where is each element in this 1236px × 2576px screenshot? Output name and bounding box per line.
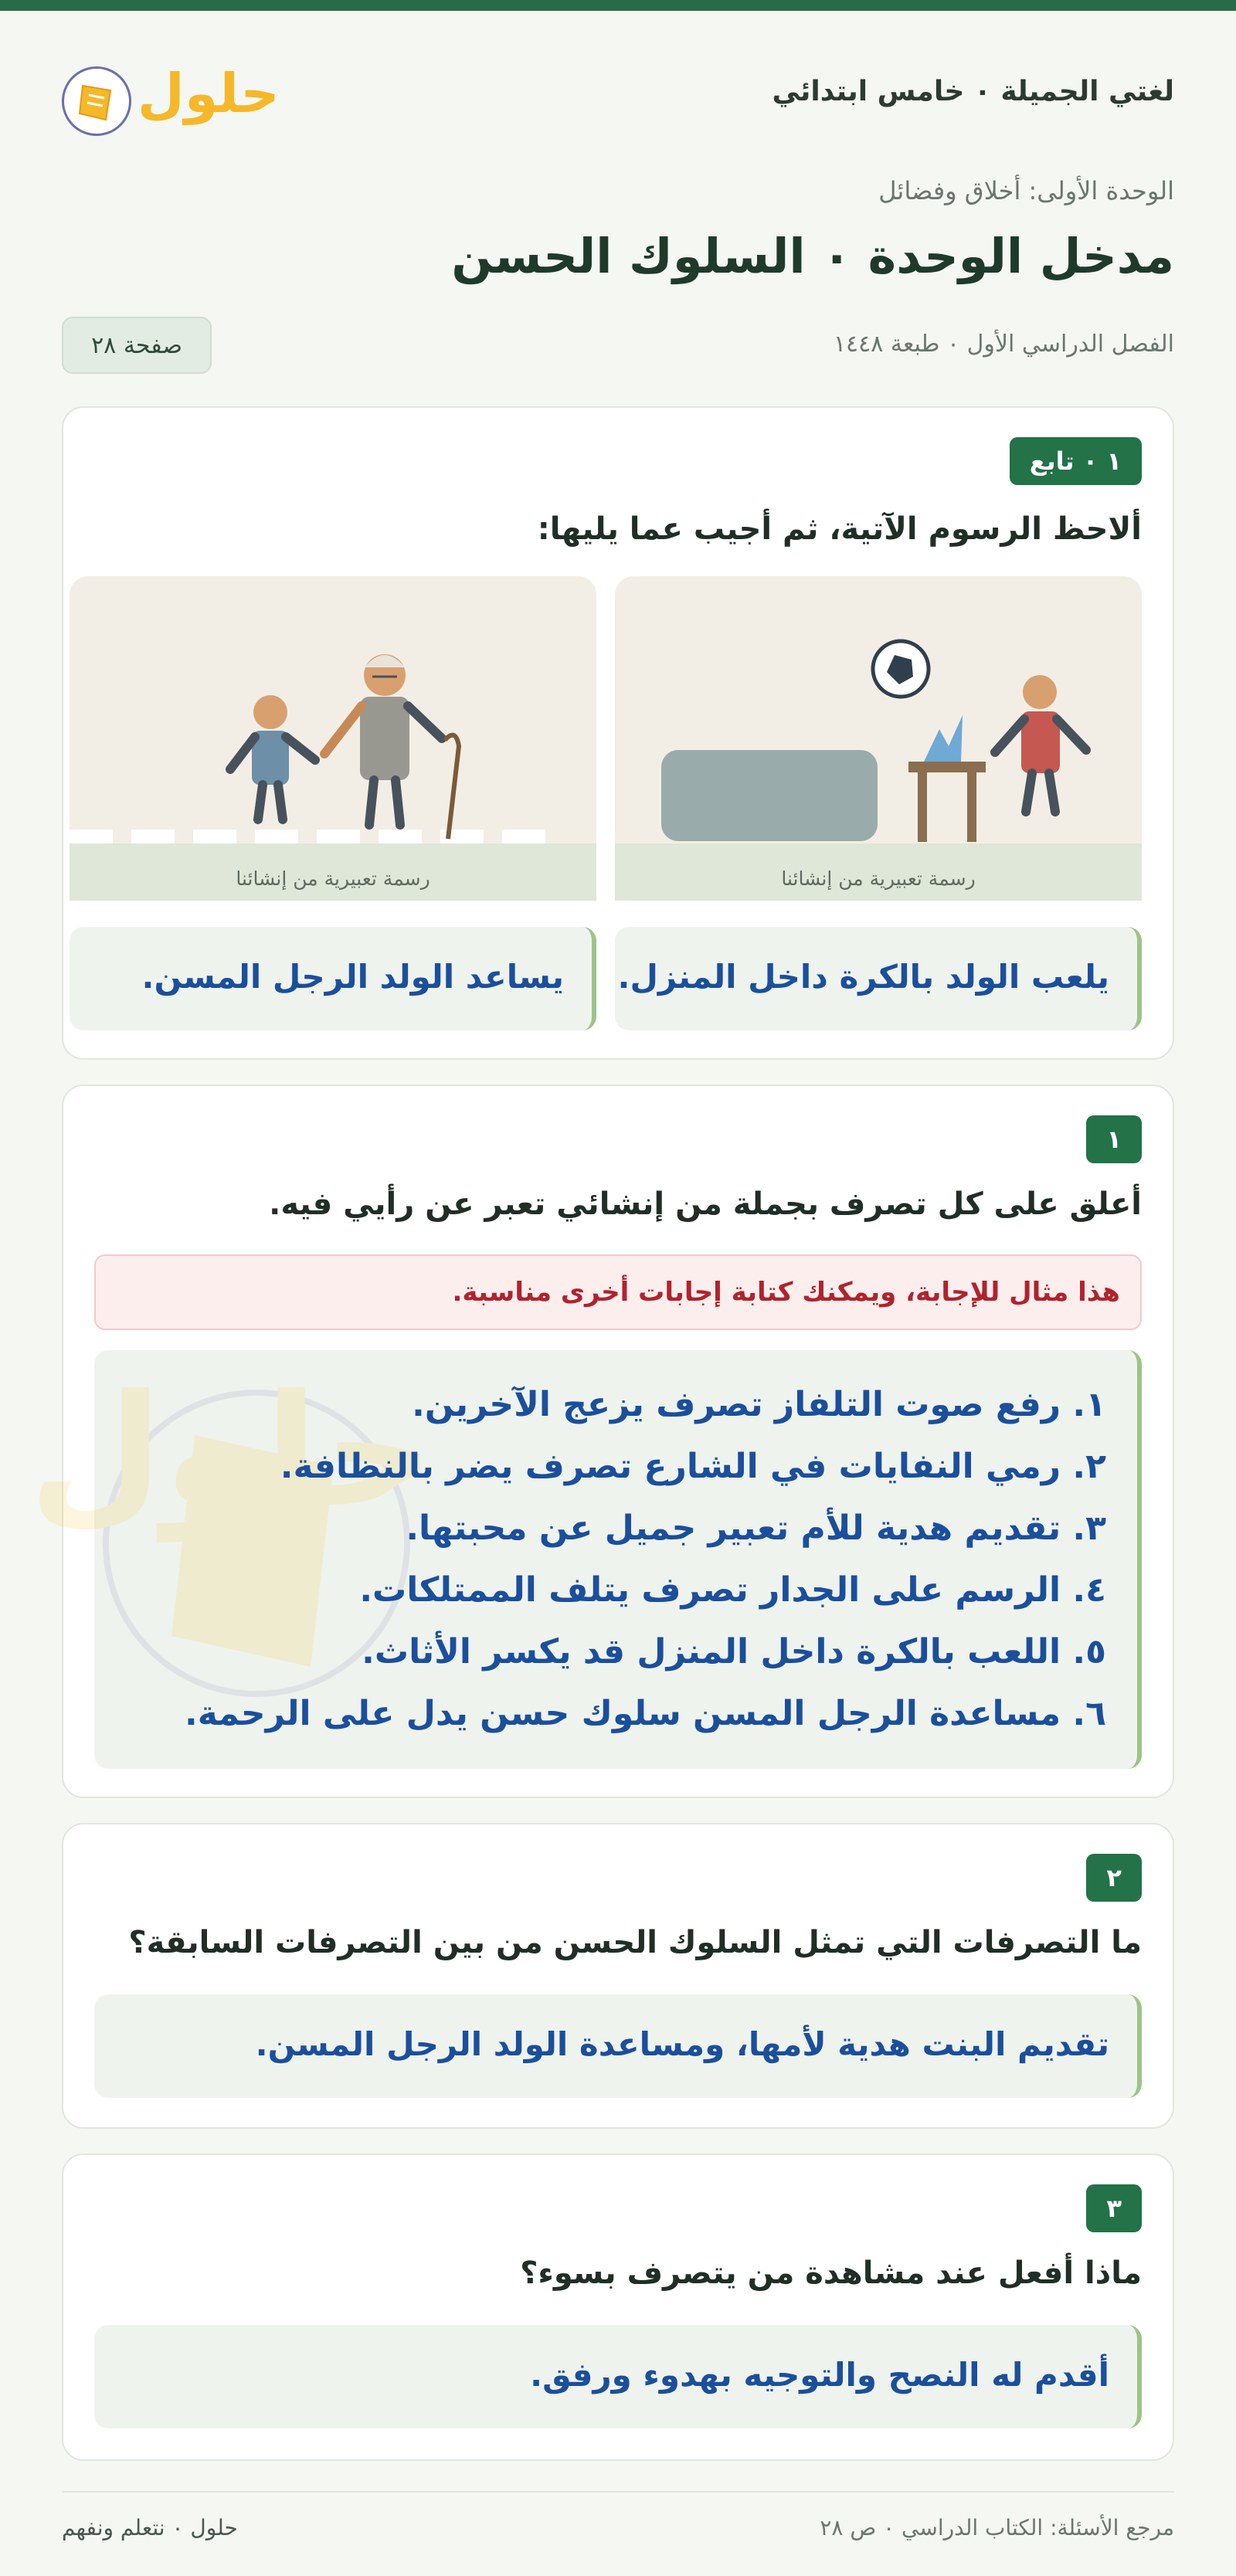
- answer-list-box: [29, 1350, 1142, 1769]
- subject-title: لغتي الجميلة ٠ خامس ابتدائي: [772, 76, 1174, 107]
- brand-logo[interactable]: [62, 62, 280, 144]
- question-number-badge: ١ ٠ تابع: [1010, 437, 1142, 485]
- question-card-pictures: [62, 406, 1174, 1060]
- answer-box: [615, 927, 1142, 1030]
- answer-box: [94, 1994, 1142, 2098]
- answer-box: [70, 927, 596, 1030]
- picture-caption: رسمة تعبيرية من إنشائنا: [236, 867, 430, 890]
- answer-text: يلعب الولد بالكرة داخل المنزل.: [617, 958, 1109, 996]
- semester-label: الفصل الدراسي الأول ٠ طبعة ١٤٤٨: [833, 331, 1174, 358]
- answer-text: يساعد الولد الرجل المسن.: [141, 958, 564, 996]
- answer-text: تقديم البنت هدية لأمها، ومساعدة الولد الرجل المسن.: [255, 2025, 1109, 2063]
- list-item: ٦. مساعدة الرجل المسن سلوك حسن يدل على الرحمة.: [185, 1693, 1106, 1733]
- svg-text:حلول: حلول: [29, 1362, 434, 1542]
- footer-reference: مرجع الأسئلة: الكتاب الدراسي ٠ ص ٢٨: [820, 2515, 1174, 2540]
- logo-wordmark: حلول: [138, 62, 280, 125]
- question-card-3: [62, 2153, 1174, 2461]
- answer-box: [94, 2325, 1142, 2428]
- answer-list: [185, 1373, 1106, 1744]
- list-item: ٤. الرسم على الجدار تصرف يتلف الممتلكات.: [359, 1570, 1106, 1610]
- question-number-badge: ١: [1086, 1115, 1142, 1163]
- picture-caption: رسمة تعبيرية من إنشائنا: [781, 867, 976, 890]
- page-header: [62, 53, 1174, 137]
- question-card-1: [29, 1084, 1174, 1798]
- logo-seal-icon: [62, 66, 131, 136]
- question-prompt: أعلق على كل تصرف بجملة من إنشائي تعبر عن رأيي فيه.: [269, 1186, 1142, 1222]
- question-number-badge: ٢: [1086, 1854, 1142, 1902]
- question-number-badge: ٣: [1086, 2184, 1142, 2232]
- list-item: ٣. تقديم هدية للأم تعبير جميل عن محبتها.: [406, 1508, 1106, 1548]
- list-item: ٥. اللعب بالكرة داخل المنزل قد يكسر الأثاث.: [362, 1631, 1106, 1672]
- list-item: ٢. رمي النفايات في الشارع تصرف يضر بالنظافة.: [280, 1446, 1106, 1486]
- question-card-2: [62, 1823, 1174, 2129]
- unit-label: الوحدة الأولى: أخلاق وفضائل: [878, 176, 1174, 205]
- example-note-text: هذا مثال للإجابة، ويمكنك كتابة إجابات أخرى مناسبة.: [452, 1277, 1120, 1308]
- question-prompt: ألاحظ الرسوم الآتية، ثم أجيب عما يليها:: [537, 511, 1142, 547]
- question-prompt: ما التصرفات التي تمثل السلوك الحسن من بين التصرفات السابقة؟: [128, 1925, 1142, 1960]
- page-title: مدخل الوحدة ٠ السلوك الحسن: [451, 228, 1174, 284]
- answer-text: أقدم له النصح والتوجيه بهدوء ورفق.: [530, 2356, 1109, 2394]
- footer-brand[interactable]: حلول ٠ نتعلم ونفهم: [62, 2515, 238, 2540]
- footer-divider: [62, 2491, 1174, 2493]
- picture-ball-indoors: [615, 576, 1142, 901]
- picture-helping-elder: [70, 576, 596, 901]
- list-item: ١. رفع صوت التلفاز تصرف يزعج الآخرين.: [412, 1384, 1106, 1424]
- example-note: [94, 1254, 1142, 1330]
- question-prompt: ماذا أفعل عند مشاهدة من يتصرف بسوء؟: [520, 2255, 1142, 2291]
- top-accent-bar: [0, 0, 1236, 11]
- page-number-badge: صفحة ٢٨: [62, 317, 212, 374]
